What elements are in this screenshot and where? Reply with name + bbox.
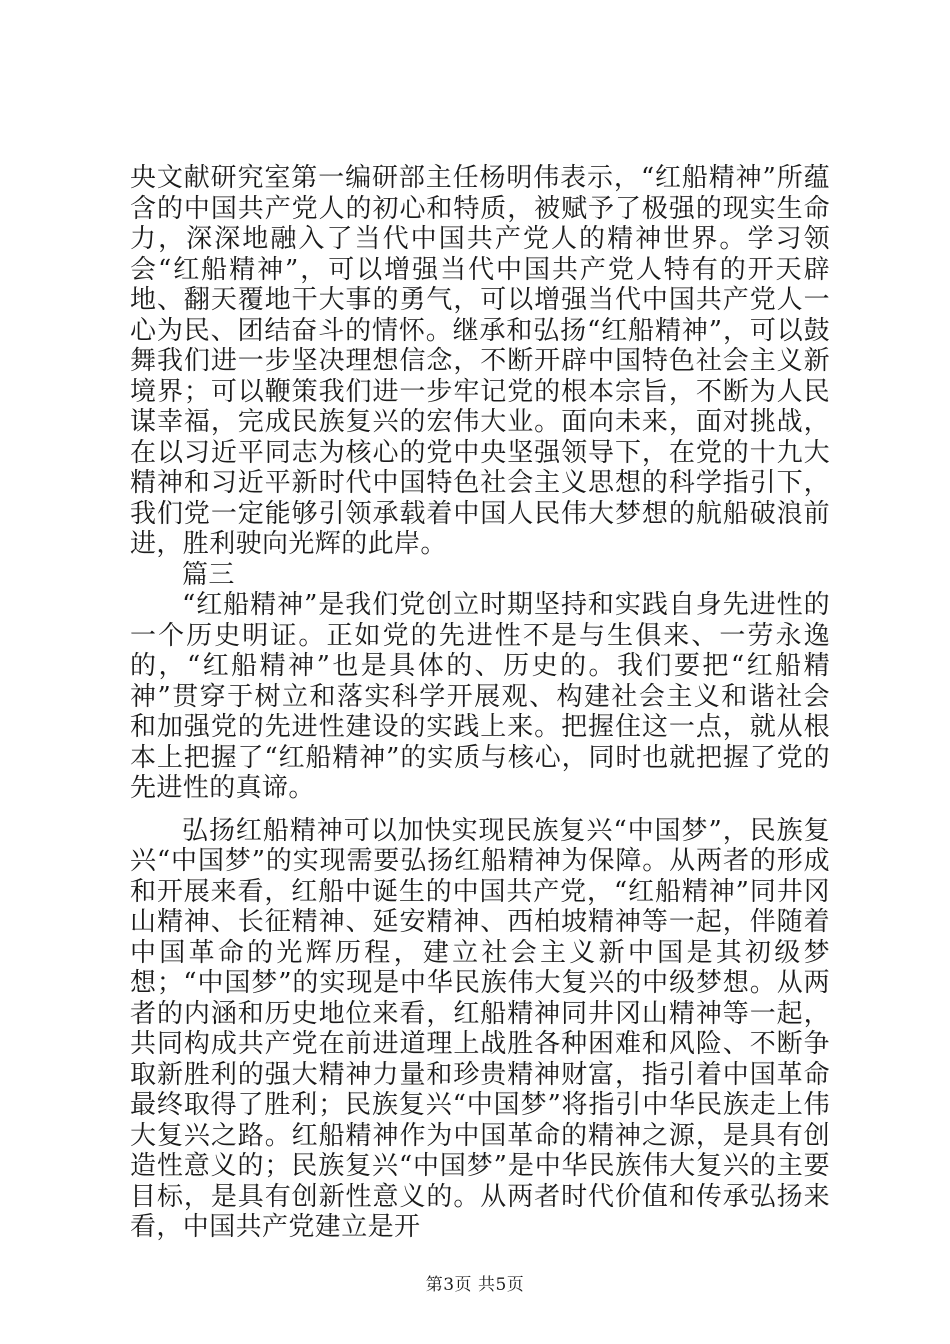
body-text [130,163,830,1243]
section-heading: 篇三 [182,559,235,590]
page-footer: 第3页 共5页 [425,1275,525,1295]
paragraph-continued: 央文献研究室第一编研部主任杨明伟表示，“红船精神”所蕴含的中国共产党人的初心和特质，被赋予了极强的现实生命力，深深地融入了当代中国共产党人的精神世界。学习领会“红船精神”，可以增强当代中国共产党人特有的开天辟地、翻天覆地干大事的勇气，可以增强当代中国共产党人一心为民、团结奋斗的情怀。继承和弘扬“红船精神”，可以鼓舞我们进一步坚决理想信念，不断开辟中国特色社会主义新境界；可以鞭策我们进一步牢记党的根本宗旨，不断为人民谋幸福，完成民族复兴的宏伟大业。面向未来，面对挑战，在以习近平同志为核心的党中央坚强领导下，在党的十九大精神和习近平新时代中国特色社会主义思想的科学指引下，我们党一定能够引领承载着中国人民伟大梦想的航船破浪前进，胜利驶向光辉的此岸。 [130,163,830,559]
paragraph: “红船精神”是我们党创立时期坚持和实践自身先进性的一个历史明证。正如党的先进性不是与生俱来、一劳永逸的，“红船精神”也是具体的、历史的。我们要把“红船精神”贯穿于树立和落实科学开展观、构建社会主义和谐社会和加强党的先进性建设的实践上来。把握住这一点，就从根本上把握了“红船精神”的实质与核心，同时也就把握了党的先进性的真谛。 [130,590,830,803]
paragraph: 弘扬红船精神可以加快实现民族复兴“中国梦”，民族复兴“中国梦”的实现需要弘扬红船精神为保障。从两者的形成和开展来看，红船中诞生的中国共产党，“红船精神”同井冈山精神、长征精神、延安精神、西柏坡精神等一起，伴随着中国革命的光辉历程，建立社会主义新中国是其初级梦想；“中国梦”的实现是中华民族伟大复兴的中级梦想。从两者的内涵和历史地位来看，红船精神同井冈山精神等一起，共同构成共产党在前进道理上战胜各种困难和风险、不断争取新胜利的强大精神力量和珍贵精神财富，指引着中国革命最终取得了胜利；民族复兴“中国梦”将指引中华民族走上伟大复兴之路。红船精神作为中国革命的精神之源，是具有创造性意义的；民族复兴“中国梦”是中华民族伟大复兴的主要目标，是具有创新性意义的。从两者时代价值和传承弘扬来看，中国共产党建立是开 [130,815,830,1242]
